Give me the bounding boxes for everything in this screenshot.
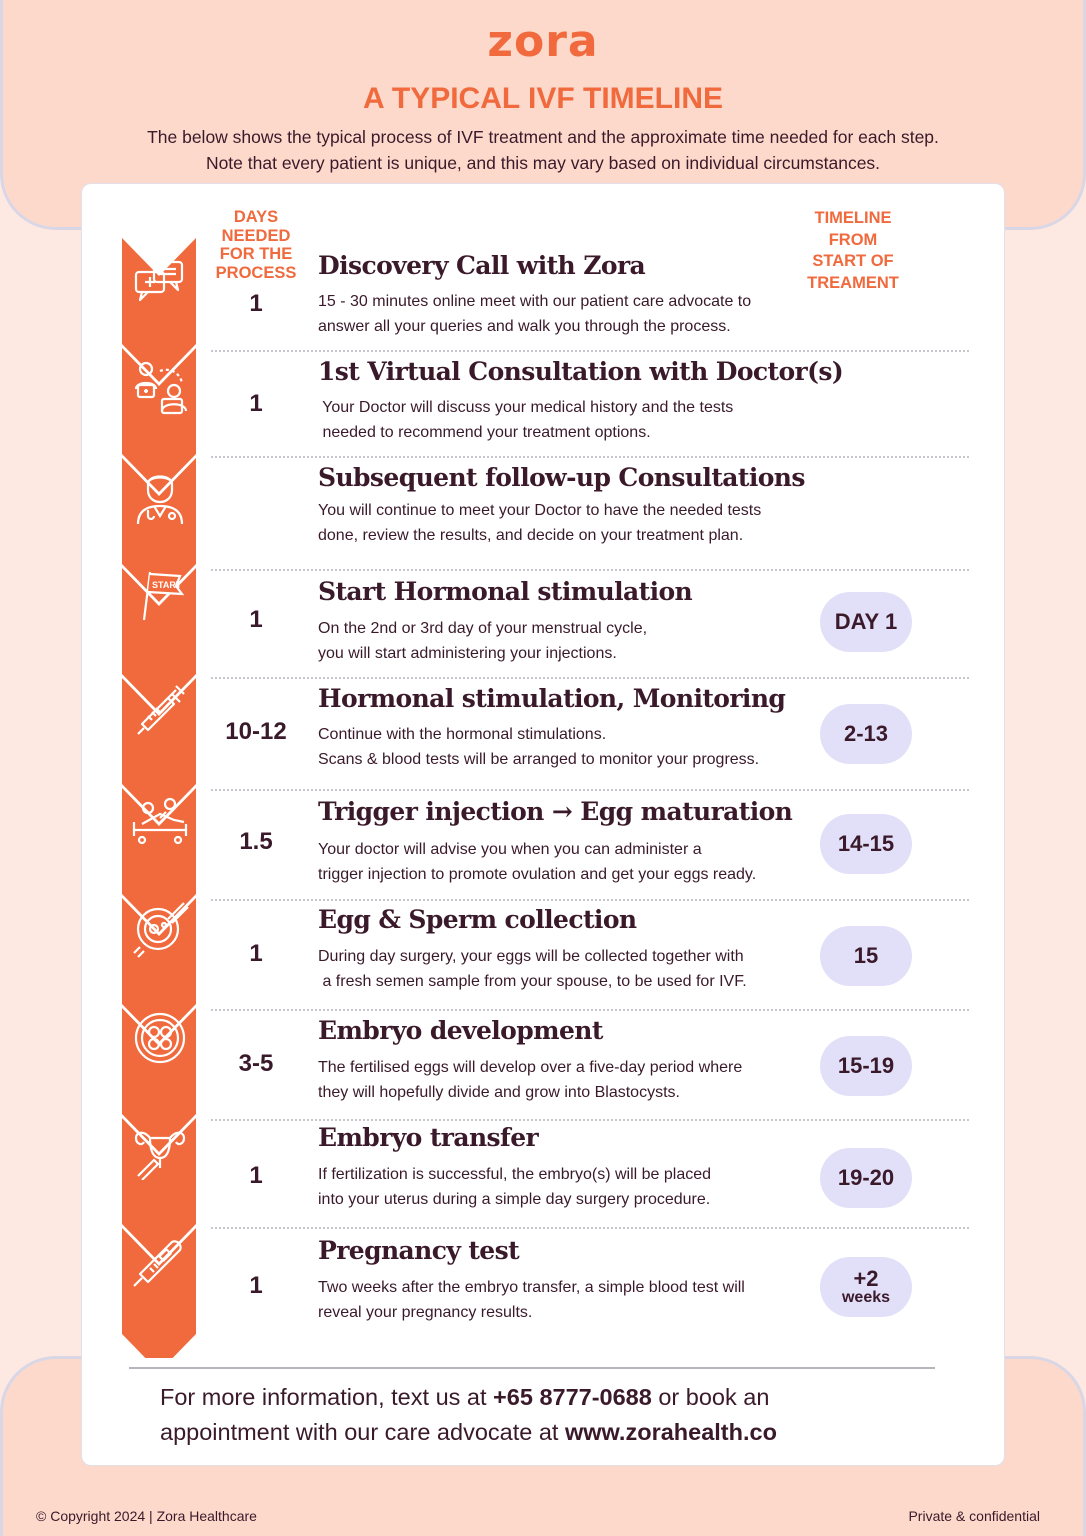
timeline-column-header: TIMELINE FROM START OF TREAMENT: [807, 209, 899, 292]
timeline-value: 2-13: [843, 721, 889, 746]
step-title: Start Hormonal stimulation: [318, 577, 693, 606]
footer-divider: [129, 1367, 935, 1369]
step-description: If fertilization is successful, the embryo(s) will be placed into your uterus during a simple day surgery procedure.: [318, 1166, 712, 1208]
step-title: Trigger injection → Egg maturation: [318, 797, 793, 826]
timeline-value: 14-15: [837, 831, 895, 856]
step-title: Embryo transfer: [318, 1123, 539, 1152]
days-column-header: DAYS NEEDED FOR THE PROCESS: [215, 208, 297, 282]
step-description: Your Doctor will discuss your medical history and the tests needed to recommend your treatment options.: [322, 399, 734, 441]
step-title: Embryo development: [318, 1016, 603, 1045]
timeline-badge: [820, 592, 912, 652]
step-divider: [211, 456, 969, 458]
step-description: 15 - 30 minutes online meet with our patient care advocate to answer all your queries and walk you through the process.: [318, 293, 752, 335]
step-title: Pregnancy test: [318, 1236, 520, 1265]
step-title: 1st Virtual Consultation with Doctor(s): [318, 357, 844, 386]
step-description: Continue with the hormonal stimulations. Scans & blood tests will be arranged to monitor your progress.: [318, 726, 760, 768]
timeline-value: 15: [853, 943, 879, 968]
step-description: During day surgery, your eggs will be collected together with a fresh semen sample from your spouse, to be used for IVF.: [318, 948, 747, 990]
hospital-bed-icon: [128, 784, 192, 848]
timeline-badge: [820, 1148, 912, 1208]
step-description: You will continue to meet your Doctor to have the needed tests done, review the results, and decide on your treatment plan.: [318, 502, 762, 544]
step-divider: [211, 1009, 969, 1011]
step-days: 1: [249, 390, 263, 417]
confidential-label: Private & confidential: [908, 1508, 1040, 1524]
timeline-value: DAY 1: [834, 609, 898, 634]
step-description: Your doctor will advise you when you can administer a trigger injection to promote ovulation and get your eggs ready.: [318, 841, 757, 883]
step-divider: [211, 1227, 969, 1229]
timeline-value: 15-19: [837, 1053, 895, 1078]
step-description: On the 2nd or 3rd day of your menstrual cycle, you will start administering your injections.: [318, 620, 648, 662]
website-link[interactable]: www.zorahealth.co: [564, 1419, 777, 1445]
step-title: Hormonal stimulation, Monitoring: [318, 684, 786, 713]
zora-logo: zora: [487, 16, 599, 67]
step-divider: [211, 350, 969, 352]
virtual-consultation-icon: [128, 355, 192, 419]
phone-number[interactable]: +65 8777-0688: [493, 1384, 652, 1410]
timeline-unit: weeks: [841, 1289, 891, 1306]
step-title: Discovery Call with Zora: [318, 251, 646, 280]
intro-text: [0, 124, 1086, 176]
intro-line-2: Note that every patient is unique, and this may vary based on individual circumstances.: [205, 153, 881, 173]
step-days: 1: [249, 1272, 263, 1299]
svg-text:START: START: [152, 580, 182, 590]
chat-bubbles-icon: [128, 250, 192, 314]
step-description: The fertilised eggs will develop over a five-day period where they will hopefully divide and grow into Blastocysts.: [318, 1059, 743, 1101]
contact-info: For more information, text us at +65 8777-0688 or book an appointment with our care advocate at www.zorahealth.co: [160, 1384, 777, 1445]
step-divider: [211, 677, 969, 679]
step-divider: [211, 899, 969, 901]
timeline-badge: [820, 1036, 912, 1096]
doctor-icon: [128, 464, 192, 528]
syringe-icon: [128, 674, 192, 738]
timeline-badge: [820, 926, 912, 986]
step-days: 1: [249, 606, 263, 633]
copyright-text: © Copyright 2024 | Zora Healthcare: [36, 1508, 257, 1524]
step-days: 1: [249, 290, 263, 317]
step-days: 10-12: [225, 718, 287, 745]
step-description: Two weeks after the embryo transfer, a simple blood test will reveal your pregnancy results.: [318, 1279, 745, 1321]
timeline-badge: [820, 1257, 912, 1317]
start-flag-icon: [128, 562, 192, 626]
petri-dish-icon: [128, 895, 192, 959]
step-days: 3-5: [238, 1050, 274, 1077]
intro-line-1: The below shows the typical process of IVF treatment and the approximate time needed for each step.: [147, 127, 939, 147]
uterus-icon: [128, 1116, 192, 1180]
timeline-badge: [820, 814, 912, 874]
timeline-badge: [820, 704, 912, 764]
pregnancy-test-icon: [128, 1226, 192, 1290]
step-title: Subsequent follow-up Consultations: [318, 463, 805, 492]
step-days: 1: [249, 1162, 263, 1189]
timeline-value: 19-20: [837, 1165, 895, 1190]
step-days: 1.5: [239, 828, 273, 855]
step-days: 1: [249, 940, 263, 967]
step-divider: [211, 569, 969, 571]
step-title: Egg & Sperm collection: [318, 905, 637, 934]
timeline-value: +2: [853, 1266, 879, 1291]
page-title: A TYPICAL IVF TIMELINE: [362, 82, 723, 115]
embryo-icon: [128, 1006, 192, 1070]
step-divider: [211, 789, 969, 791]
step-divider: [211, 1119, 969, 1121]
